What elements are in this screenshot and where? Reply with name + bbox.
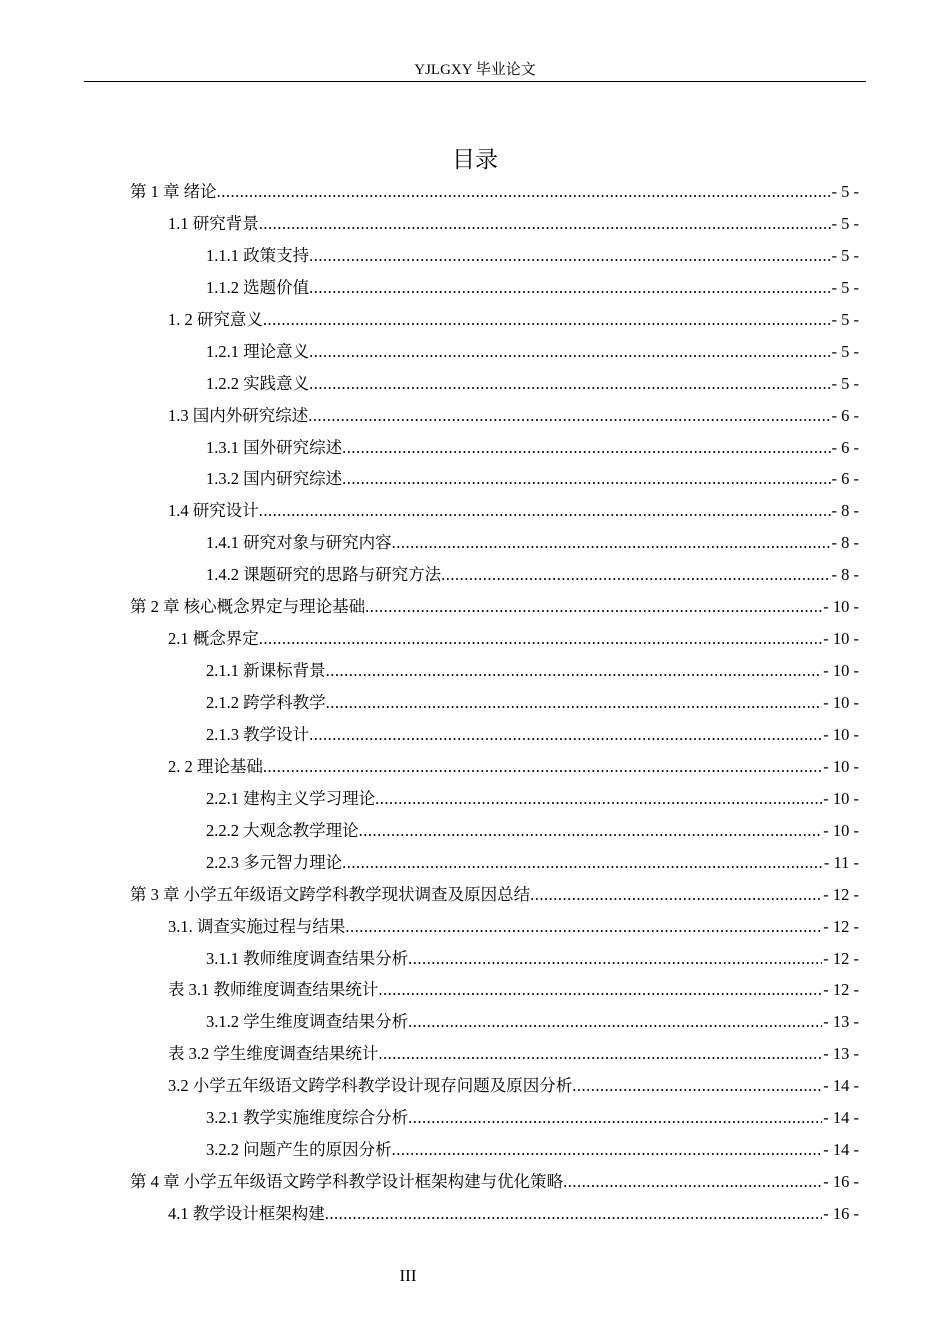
toc-entry-page: - 10 - (823, 629, 859, 649)
toc-dot-leader (342, 468, 830, 490)
toc-entry-page: - 12 - (823, 916, 859, 936)
toc-entry-label: 第 4 章 小学五年级语文跨学科教学设计框架构建与优化策略 (130, 1172, 564, 1192)
toc-dot-leader (359, 820, 823, 842)
toc-entry-page: - 5 - (831, 213, 859, 233)
toc-entry[interactable] (0, 816, 950, 848)
toc-entry[interactable] (0, 752, 950, 784)
toc-dot-leader (308, 405, 830, 427)
toc-entry-page: - 10 - (823, 756, 859, 776)
toc-entry-label: 3.1.1 教师维度调查结果分析 (206, 948, 409, 968)
toc-dot-leader (309, 245, 830, 267)
toc-entry[interactable] (0, 912, 950, 944)
toc-entry-page: - 10 - (823, 661, 859, 681)
toc-entry-label: 1.4.2 课题研究的思路与研究方法 (206, 565, 442, 585)
toc-entry[interactable] (0, 560, 950, 592)
toc-entry-label: 2.1.1 新课标背景 (206, 661, 326, 681)
toc-entry-label: 4.1 教学设计框架构建 (168, 1204, 325, 1223)
toc-entry-label: 2.1.3 教学设计 (206, 724, 310, 744)
toc-entry[interactable] (0, 528, 950, 560)
toc-entry-page: - 10 - (823, 820, 859, 840)
toc-entry-page: - 14 - (823, 1076, 859, 1096)
toc-entry-label: 1.4.1 研究对象与研究内容 (206, 533, 392, 553)
toc-entry-label: 3.1.2 学生维度调查结果分析 (206, 1012, 409, 1032)
toc-entry-label: 2.2.3 多元智力理论 (206, 852, 343, 872)
toc-entry-page: - 10 - (823, 693, 859, 712)
toc-entry-page: - 13 - (823, 1044, 859, 1064)
toc-entry-page: - 11 - (823, 852, 859, 872)
toc-entry[interactable] (0, 720, 950, 752)
toc-entry-page: - 5 - (831, 182, 859, 201)
toc-entry-page: - 12 - (823, 980, 859, 1000)
toc-entry[interactable] (0, 209, 950, 241)
toc-dot-leader (530, 884, 822, 906)
toc-entry[interactable] (0, 241, 950, 273)
toc-list (0, 177, 950, 1231)
toc-entry-page: - 5 - (831, 373, 859, 393)
toc-entry-page: - 12 - (823, 884, 859, 904)
toc-entry[interactable] (0, 975, 950, 1007)
toc-entry[interactable] (0, 1007, 950, 1039)
toc-dot-leader (309, 373, 830, 395)
toc-dot-leader (378, 979, 822, 1001)
toc-entry-page: - 8 - (831, 565, 859, 585)
toc-dot-leader (408, 1107, 822, 1129)
toc-dot-leader (408, 1011, 822, 1033)
toc-entry-page: - 5 - (831, 341, 859, 361)
toc-entry-label: 第 3 章 小学五年级语文跨学科教学现状调查及原因总结 (130, 884, 531, 904)
toc-entry[interactable] (0, 1039, 950, 1071)
toc-dot-leader (408, 948, 822, 970)
toc-entry-label: 3.1. 调查实施过程与结果 (168, 916, 346, 936)
toc-dot-leader (309, 724, 822, 746)
toc-entry-label: 1. 2 研究意义 (168, 309, 263, 329)
toc-dot-leader (263, 309, 831, 331)
toc-dot-leader (345, 916, 822, 938)
toc-entry-label: 3.2 小学五年级语文跨学科教学设计现存问题及原因分析 (168, 1076, 573, 1096)
toc-entry[interactable] (0, 369, 950, 401)
toc-entry-page: - 16 - (823, 1204, 859, 1223)
toc-entry[interactable] (0, 273, 950, 305)
toc-entry[interactable] (0, 1167, 950, 1199)
toc-entry-page: - 10 - (823, 597, 859, 617)
toc-entry[interactable] (0, 177, 950, 209)
toc-dot-leader (309, 341, 830, 363)
toc-entry-page: - 10 - (823, 788, 859, 808)
toc-entry-label: 2. 2 理论基础 (168, 756, 263, 776)
toc-entry-page: - 12 - (823, 948, 859, 968)
toc-entry-page: - 8 - (831, 501, 859, 521)
toc-entry[interactable] (0, 688, 950, 720)
toc-entry-page: - 5 - (831, 245, 859, 265)
toc-entry-label: 2.2.1 建构主义学习理论 (206, 788, 376, 808)
toc-entry-page: - 5 - (831, 277, 859, 297)
toc-entry-label: 1.1 研究背景 (168, 213, 259, 233)
toc-entry[interactable] (0, 1199, 950, 1231)
toc-entry-page: - 14 - (823, 1108, 859, 1128)
toc-entry[interactable] (0, 944, 950, 976)
toc-entry-page: - 6 - (831, 469, 859, 489)
toc-entry-page: - 6 - (831, 405, 859, 425)
toc-entry[interactable] (0, 1071, 950, 1103)
toc-dot-leader (392, 532, 831, 554)
toc-dot-leader (342, 437, 830, 459)
toc-entry-label: 1.3 国内外研究综述 (168, 405, 309, 425)
header-rule (84, 81, 866, 82)
toc-entry-label: 2.1.2 跨学科教学 (206, 693, 326, 712)
toc-entry-label: 1.2.2 实践意义 (206, 373, 310, 393)
toc-entry[interactable] (0, 433, 950, 465)
toc-entry[interactable] (0, 848, 950, 880)
toc-entry-page: - 5 - (831, 309, 859, 329)
toc-entry-label: 2.2.2 大观念教学理论 (206, 820, 359, 840)
toc-entry-page: - 6 - (831, 437, 859, 457)
toc-dot-leader (259, 500, 831, 522)
toc-entry-label: 1.3.1 国外研究综述 (206, 437, 343, 457)
toc-entry-label: 1.3.2 国内研究综述 (206, 469, 343, 489)
footer-page-number: III (399, 1266, 417, 1285)
running-header: YJLGXY 毕业论文 (414, 62, 536, 78)
toc-dot-leader (263, 756, 822, 778)
toc-dot-leader (259, 628, 823, 650)
toc-dot-leader (217, 181, 831, 203)
toc-entry[interactable] (0, 880, 950, 912)
toc-entry[interactable] (0, 337, 950, 369)
toc-dot-leader (441, 564, 830, 586)
toc-entry-label: 第 1 章 绪论 (130, 182, 217, 201)
toc-dot-leader (325, 1203, 823, 1225)
toc-entry[interactable] (0, 1135, 950, 1167)
toc-dot-leader (563, 1171, 822, 1193)
toc-dot-leader (392, 1139, 823, 1161)
toc-entry[interactable] (0, 305, 950, 337)
toc-dot-leader (378, 1043, 822, 1065)
toc-entry[interactable] (0, 401, 950, 433)
toc-entry-page: - 8 - (831, 533, 859, 553)
toc-entry[interactable] (0, 624, 950, 656)
toc-entry-label: 1.4 研究设计 (168, 501, 259, 521)
toc-entry-label: 1.2.1 理论意义 (206, 341, 310, 361)
toc-entry-label: 3.2.1 教学实施维度综合分析 (206, 1108, 409, 1128)
toc-dot-leader (342, 852, 823, 874)
toc-entry-page: - 16 - (823, 1172, 859, 1192)
toc-entry[interactable] (0, 784, 950, 816)
toc-dot-leader (365, 596, 822, 618)
toc-entry-page: - 10 - (823, 724, 859, 744)
toc-entry-label: 1.1.2 选题价值 (206, 277, 310, 297)
toc-entry[interactable] (0, 592, 950, 624)
toc-dot-leader (326, 692, 823, 714)
toc-dot-leader (572, 1075, 822, 1097)
toc-dot-leader (375, 788, 822, 810)
toc-entry[interactable] (0, 656, 950, 688)
toc-title: 目录 (452, 147, 498, 173)
toc-entry-label: 第 2 章 核心概念界定与理论基础 (130, 597, 366, 617)
toc-entry[interactable] (0, 464, 950, 496)
toc-dot-leader (259, 213, 831, 235)
toc-entry-label: 2.1 概念界定 (168, 629, 259, 649)
toc-dot-leader (309, 277, 830, 299)
toc-entry-page: - 14 - (823, 1140, 859, 1160)
toc-entry-label: 3.2.2 问题产生的原因分析 (206, 1140, 392, 1160)
toc-dot-leader (326, 660, 823, 682)
toc-entry-label: 1.1.1 政策支持 (206, 245, 310, 265)
toc-entry[interactable] (0, 1103, 950, 1135)
toc-entry-page: - 13 - (823, 1012, 859, 1032)
toc-entry-label: 表 3.1 教师维度调查结果统计 (168, 980, 379, 1000)
toc-entry[interactable] (0, 496, 950, 528)
toc-entry-label: 表 3.2 学生维度调查结果统计 (168, 1044, 379, 1064)
